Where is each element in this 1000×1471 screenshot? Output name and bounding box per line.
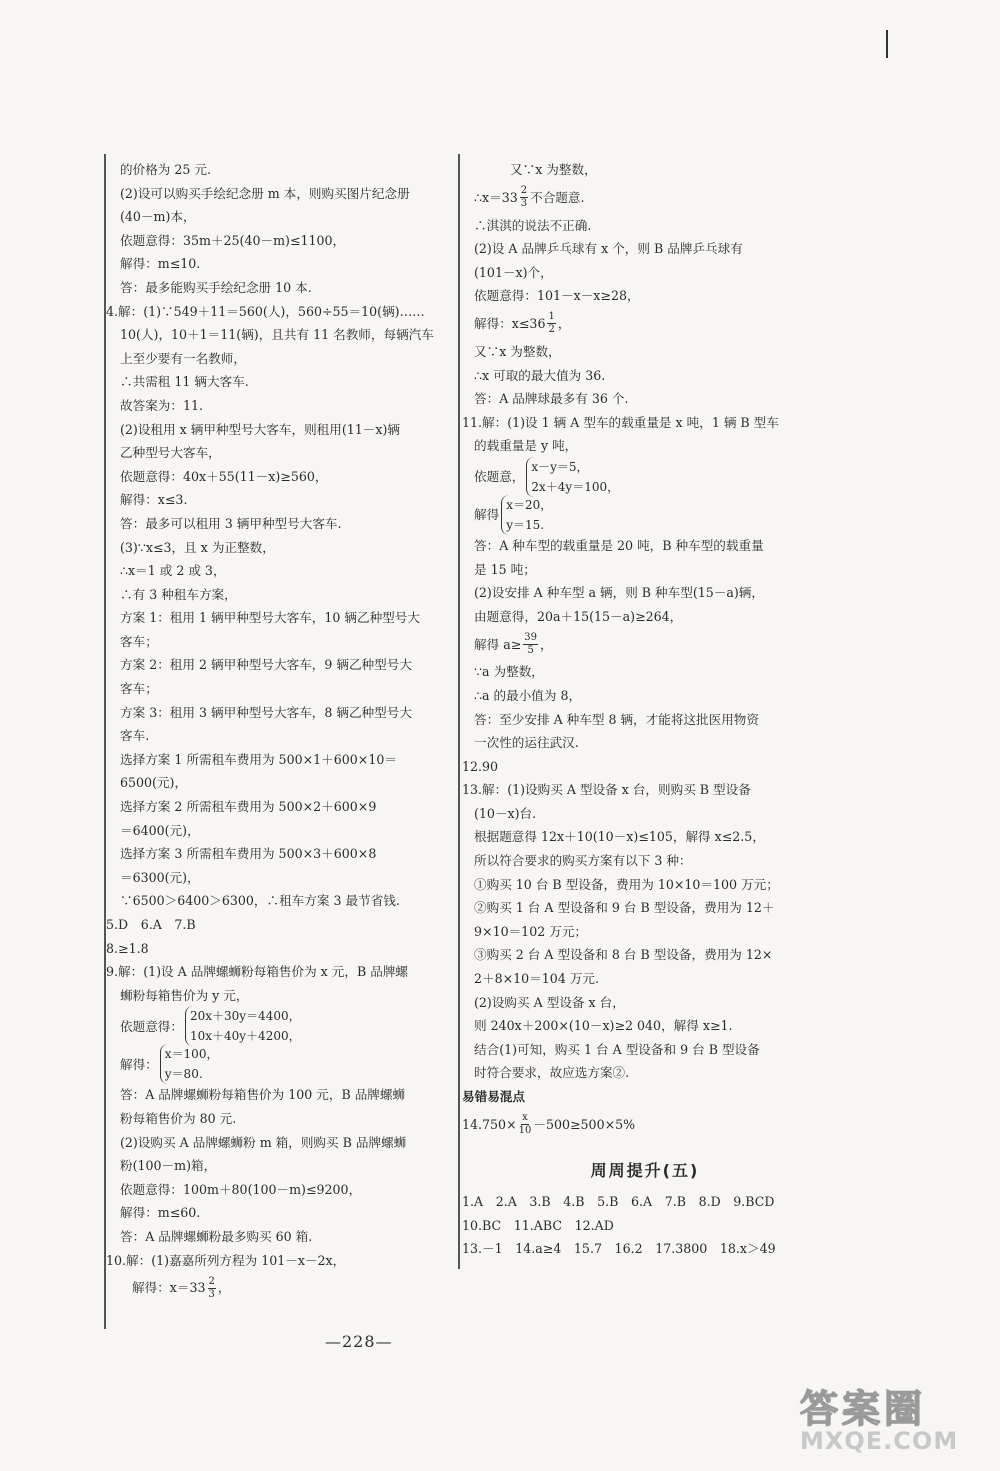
question-11-line: 11.解：(1)设 1 辆 A 型车的载重量是 x 吨，1 辆 B 型车 [462, 414, 779, 430]
denominator: 2 [548, 324, 555, 336]
text-line: 2＋8×10＝104 万元. [474, 971, 600, 987]
equation: 10x＋40y＋4200， [189, 1029, 301, 1044]
text-line: 故答案为：11. [120, 397, 203, 413]
numerator: 2 [208, 1275, 215, 1287]
section-title: 周周提升(五) [590, 1160, 700, 1180]
expression: 解得 a≥ [474, 636, 522, 652]
text-line: 又∵x 为整数， [510, 162, 597, 177]
answer-line-12: 12.90 [462, 758, 499, 774]
text-line: ∴x＝1 或 2 或 3， [120, 563, 226, 579]
text-line: 解得：m≤60. [120, 1205, 201, 1221]
expression: ， [540, 636, 553, 652]
text-line: 依题意得：35m＋25(40－m)≤1100， [120, 232, 346, 248]
equation-system [120, 1007, 455, 1045]
fraction-line [474, 182, 816, 214]
text-line: 方案 1：租用 1 辆甲种型号大客车，10 辆乙种型号大 [120, 610, 420, 626]
text-line: ∴有 3 种租车方案， [120, 586, 237, 602]
denominator: 10 [518, 1125, 532, 1137]
text-line: 时符合要求，故应选方案②. [474, 1065, 630, 1081]
expression: ， [557, 316, 571, 332]
system-brace [526, 457, 619, 497]
expression: 不合题意. [530, 189, 585, 205]
answer-line: 10.BC 11.ABC 12.AD [462, 1217, 614, 1233]
numerator: 2 [520, 185, 528, 197]
text-line: (2)设安排 A 种车型 a 辆，则 B 种车型(15－a)辆， [474, 585, 764, 601]
text-line: ③购买 2 台 A 型设备和 8 台 B 型设备，费用为 12× [474, 947, 773, 963]
denominator: 5 [527, 644, 534, 656]
text-line: ①购买 10 台 B 型设备，费用为 10×10＝100 万元； [474, 876, 779, 892]
text-line: ∴淇淇的说法不正确. [474, 217, 592, 233]
text-line: 的价格为 25 元. [120, 162, 212, 177]
text-line: 粉(100－m)箱， [120, 1158, 217, 1174]
text-line: 6500(元)， [120, 775, 188, 791]
text-line: 选择方案 1 所需租车费用为 500×1＋600×10＝ [120, 751, 397, 767]
denominator: 3 [520, 198, 528, 210]
watermark-logo [800, 1378, 990, 1468]
text-line: 粉每箱售价为 80 元. [120, 1110, 237, 1126]
text-line: ∴共需租 11 辆大客车. [120, 374, 249, 390]
left-column [106, 158, 455, 1304]
answer-line: 1.A 2.A 3.B 4.B 5.B 6.A 7.B 8.D 9.BCD [462, 1194, 775, 1210]
expression: ∴x＝33 [474, 189, 518, 205]
left-margin-rule [104, 154, 106, 1329]
answer-line-5-7: 5.D 6.A 7.B [106, 917, 196, 932]
text-line: (40－m)本， [120, 209, 196, 225]
text-line: 解得：m≤10. [120, 256, 201, 272]
solution-system [120, 1045, 455, 1083]
text-line: 选择方案 3 所需租车费用为 500×3＋600×8 [120, 846, 377, 862]
question-4-line: 4.解：(1)∵549＋11＝560(人)，560÷55＝10(辆)…… [106, 303, 425, 319]
equation: x－y＝5， [531, 459, 589, 474]
equation: x＝20， [506, 497, 553, 512]
watermark-url: MXQE.COM [800, 1427, 959, 1455]
text-line: 答：A 品牌螺蛳粉最多购买 60 箱. [120, 1228, 313, 1244]
system-brace [185, 1006, 301, 1046]
section-heading-mistakes: 易错易混点 [462, 1089, 525, 1104]
fraction [519, 1112, 532, 1137]
right-column [462, 158, 816, 1261]
text-line: 又∵x 为整数， [474, 343, 561, 359]
system-label: 依题意， [474, 469, 525, 485]
text-line: (2)设 A 品牌乒乓球有 x 个，则 B 品牌乒乓球有 [474, 241, 743, 257]
fraction-line [474, 628, 816, 660]
text-line: 答：最多能购买手绘纪念册 10 本. [120, 279, 312, 295]
system-brace [160, 1044, 219, 1084]
text-line: (2)设可以购买手绘纪念册 m 本，则购买图片纪念册 [120, 185, 410, 201]
text-line: 所以符合要求的购买方案有以下 3 种： [474, 853, 692, 869]
watermark-text: 答案圈 [800, 1387, 927, 1431]
expression: 14.750× [462, 1116, 517, 1132]
answer-line: 13.－1 14.a≥4 15.7 16.2 17.3800 18.x＞49 [462, 1241, 776, 1257]
equation: 2x＋4y＝100， [531, 479, 620, 494]
answer-line-14 [462, 1109, 816, 1141]
text-line: ＝6300(元)， [120, 869, 200, 885]
expression: 解得：x≤36 [474, 316, 546, 332]
fraction [523, 632, 538, 657]
column-divider [458, 154, 460, 1269]
text-line: (10－x)台. [474, 805, 537, 821]
fraction [208, 1276, 216, 1301]
text-line: 答：最多可以租用 3 辆甲种型号大客车. [120, 515, 342, 531]
text-line: 结合(1)可知，购买 1 台 A 型设备和 9 台 B 型设备 [474, 1041, 760, 1057]
page-number: —228— [325, 1332, 393, 1351]
text-line: 客车； [120, 633, 158, 649]
fraction [547, 311, 555, 336]
equation: y＝15. [506, 517, 545, 532]
text-line: 蛳粉每箱售价为 y 元， [120, 987, 249, 1003]
text-line: 由题意得，20a＋15(15－a)≥264， [474, 608, 683, 624]
text-line: 根据题意得 12x＋10(10－x)≤105，解得 x≤2.5， [474, 829, 765, 845]
text-line: 客车； [120, 681, 158, 697]
denominator: 3 [208, 1288, 215, 1300]
text-line: ∵a 为整数， [474, 664, 544, 680]
text-line: (2)设租用 x 辆甲种型号大客车，则租用(11－x)辆 [120, 421, 400, 437]
system-label: 解得： [120, 1056, 158, 1072]
text-line: 则 240x＋200×(10－x)≥2 040，解得 x≥1. [474, 1018, 733, 1034]
text-line: (2)设购买 A 品牌螺蛳粉 m 箱，则购买 B 品牌螺蛳 [120, 1134, 407, 1150]
question-13-line: 13.解：(1)设购买 A 型设备 x 台，则购买 B 型设备 [462, 782, 751, 798]
fraction-line [120, 1272, 455, 1304]
equation: 20x＋30y＝4400， [189, 1009, 301, 1024]
text-line: 10(人)，10＋1＝11(辆)，且共有 11 名教师，每辆汽车 [120, 327, 434, 343]
question-10-line: 10.解：(1)嘉嘉所列方程为 101－x－2x， [106, 1252, 346, 1268]
numerator: x [522, 1112, 528, 1124]
text-line: ∴x 可取的最大值为 36. [474, 367, 606, 383]
expression: ， [217, 1280, 231, 1296]
numerator: 39 [524, 631, 537, 643]
equation: x＝100， [164, 1047, 219, 1062]
text-line: 依题意得：100m＋80(100－m)≤9200， [120, 1181, 362, 1197]
question-9-line: 9.解：(1)设 A 品牌螺蛳粉每箱售价为 x 元，B 品牌螺 [106, 964, 409, 980]
equation-system [474, 458, 816, 496]
solution-system [474, 496, 816, 534]
text-line: (3)∵x≤3，且 x 为正整数， [120, 539, 275, 555]
expression: 解得：x＝33 [132, 1280, 206, 1296]
answer-line-8: 8.≥1.8 [106, 940, 149, 956]
top-margin-mark [886, 30, 888, 58]
text-line: 乙种型号大客车， [120, 445, 221, 461]
text-line: 答：A 品牌螺蛳粉每箱售价为 100 元，B 品牌螺蛳 [120, 1087, 406, 1103]
text-line: 9×10＝102 万元； [474, 923, 588, 939]
system-label: 解得 [474, 507, 500, 523]
text-line: ∵6500＞6400＞6300，∴租车方案 3 最节省钱. [120, 893, 400, 909]
text-line: 答：至少安排 A 种车型 8 辆，才能将这批医用物资 [474, 711, 759, 727]
fraction [520, 185, 528, 210]
text-line: 答：A 种车型的载重量是 20 吨，B 种车型的载重量 [474, 537, 764, 553]
text-line: ∴a 的最小值为 8， [474, 687, 582, 703]
text-line: ②购买 1 台 A 型设备和 9 台 B 型设备，费用为 12＋ [474, 900, 775, 916]
equation: y＝80. [164, 1067, 203, 1082]
expression: －500≥500×5% [533, 1116, 636, 1132]
text-line: 选择方案 2 所需租车费用为 500×2＋600×9 [120, 799, 377, 815]
text-line: 方案 3：租用 3 辆甲种型号大客车，8 辆乙种型号大 [120, 704, 412, 720]
fraction-line [474, 308, 816, 340]
system-label: 依题意得： [120, 1018, 183, 1034]
text-line: 的载重量是 y 吨， [474, 438, 578, 454]
text-line: 依题意得：40x＋55(11－x)≥560， [120, 468, 328, 484]
text-line: (2)设购买 A 型设备 x 台， [474, 994, 625, 1010]
text-line: 方案 2：租用 2 辆甲种型号大客车，9 辆乙种型号大 [120, 657, 412, 673]
numerator: 1 [548, 311, 555, 323]
text-line: ＝6400(元)， [120, 822, 200, 838]
text-line: 是 15 吨； [474, 561, 536, 577]
system-brace [501, 495, 552, 535]
text-line: 一次性的运往武汉. [474, 735, 579, 751]
text-line: 上至少要有一名教师， [120, 350, 246, 366]
text-line: 解得：x≤3. [120, 492, 188, 508]
text-line: 依题意得：101－x－x≥28， [474, 288, 640, 304]
text-line: (101－x)个， [474, 264, 553, 280]
text-line: 答：A 品牌球最多有 36 个. [474, 391, 629, 407]
text-line: 客车. [120, 728, 150, 744]
